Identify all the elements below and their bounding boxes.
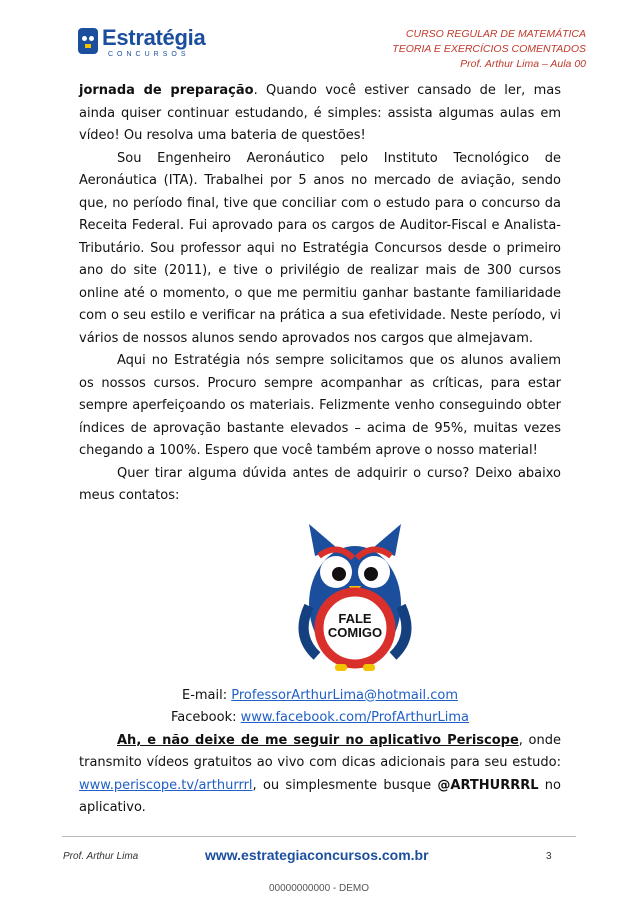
owl-logo-icon xyxy=(78,28,98,54)
periscope-text-2: , ou simplesmente busque xyxy=(252,777,438,793)
email-link[interactable]: ProfessorArthurLima@hotmail.com xyxy=(231,687,458,703)
footer-site-link[interactable]: www.estrategiaconcursos.com.br xyxy=(205,847,429,863)
email-label: E-mail: xyxy=(181,687,232,703)
demo-watermark: 00000000000 - DEMO xyxy=(268,883,370,894)
page-header xyxy=(0,0,638,82)
paragraph-intro xyxy=(79,80,561,148)
logo-subtext: CONCURSOS xyxy=(108,51,190,58)
estrategia-logo xyxy=(78,25,218,65)
intro-bold: jornada de preparação xyxy=(79,83,254,98)
page-content xyxy=(79,80,561,820)
paragraph-contact: Quer tirar alguma dúvida antes de adquirir o curso? Deixo abaixo meus contatos: xyxy=(79,465,561,503)
footer-author: Prof. Arthur Lima xyxy=(63,851,139,862)
paragraph-periscope xyxy=(79,730,561,820)
course-title: CURSO REGULAR DE MATEMÁTICA xyxy=(405,28,586,40)
facebook-link[interactable]: www.facebook.com/ProfArthurLima xyxy=(240,710,469,725)
course-lesson: Prof. Arthur Lima – Aula 00 xyxy=(460,58,586,70)
periscope-handle: @ARTHURRRL xyxy=(437,777,539,793)
facebook-label: Facebook: xyxy=(171,710,241,725)
comigo-label: COMIGO xyxy=(327,624,383,640)
paragraph-approval: Aqui no Estratégia nós sempre solicitamos que os alunos avaliem os nossos cursos. Procuro sempre acompanhar as críticas, para estar sempre aperfeiçoando os materiais. Felizmente venho conseguindo obter índices de aprovação bastante elevados – acima de 95%, muitas vezes chegando a 100%. Espero que você também aprove o nosso material! xyxy=(79,353,561,458)
course-info xyxy=(392,27,586,72)
intro-text: . Quando você estiver cansado de ler, mas ainda quiser continuar estudando, é simples: assista algumas aulas em vídeo! Ou resolva uma bateria de questões! xyxy=(79,83,561,143)
fale-comigo-text xyxy=(289,612,421,640)
periscope-text: , onde transmito vídeos gratuitos ao vivo com dicas adicionais para seu estudo: xyxy=(79,732,561,770)
facebook-line xyxy=(79,707,561,730)
logo-text: Estratégia xyxy=(102,25,206,50)
page-number: 3 xyxy=(546,851,552,862)
periscope-callout: Ah, e não deixe de me seguir no aplicativo Periscope xyxy=(117,732,519,748)
email-line xyxy=(79,685,561,708)
periscope-text-end: no aplicativo. xyxy=(79,777,562,815)
footer-divider xyxy=(62,836,576,837)
fale-comigo-image xyxy=(79,516,561,681)
course-subtitle: TEORIA E EXERCÍCIOS COMENTADOS xyxy=(392,43,586,55)
periscope-link[interactable]: www.periscope.tv/arthurrrl xyxy=(79,777,253,793)
fale-label: FALE xyxy=(338,610,372,626)
paragraph-bio: Sou Engenheiro Aeronáutico pelo Instituto Tecnológico de Aeronáutica (ITA). Trabalhei por 5 anos no mercado de aviação, sendo que, no período final, tive que conciliar com o estudo para o concurso da Receita Federal. Fui aprovado para os cargos de Auditor-Fiscal e Analista-Tributário. Sou professor aqui no Estratégia Concursos desde o primeiro ano do site (2011), e tive o privilégio de realizar mais de 300 cursos online até o momento, o que me permitiu ganhar bastante familiaridade com o seu estilo e verificar na prática a sua efetividade. Neste período, vi vários de nossos alunos sendo aprovados nos cargos que almejavam. xyxy=(79,150,561,346)
owl-mascot-icon xyxy=(289,516,421,676)
